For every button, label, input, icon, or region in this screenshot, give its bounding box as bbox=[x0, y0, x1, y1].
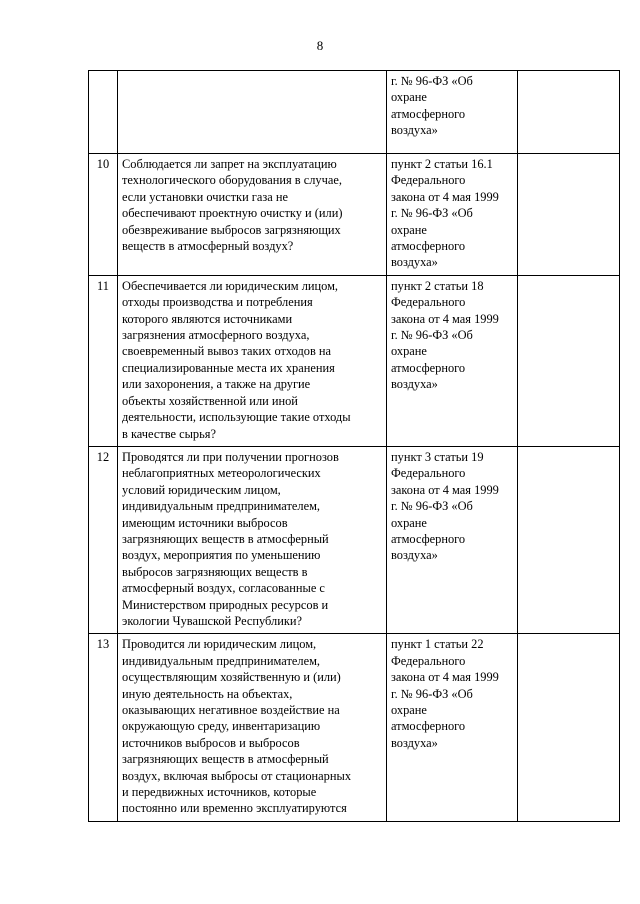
question-line: выбросов загрязняющих веществ в bbox=[122, 564, 308, 579]
question-line: которого являются источниками bbox=[122, 311, 293, 326]
question-line: отходы производства и потребления bbox=[122, 295, 313, 310]
question-line: атмосферный воздух, согласованные с bbox=[122, 581, 325, 596]
table-row bbox=[89, 71, 620, 154]
question-cell bbox=[118, 634, 387, 821]
question-line: постоянно или временно эксплуатируются bbox=[122, 801, 347, 816]
empty-cell bbox=[518, 275, 620, 446]
row-number: 13 bbox=[89, 634, 118, 821]
reference-line: пункт 2 статьи 16.1 bbox=[391, 157, 493, 171]
reference-line: охране bbox=[391, 222, 427, 237]
reference-line: воздуха» bbox=[391, 255, 438, 270]
page-number: 8 bbox=[316, 38, 324, 53]
question-line: экологии Чувашской Республики? bbox=[122, 613, 303, 628]
question-cell bbox=[118, 71, 387, 154]
question-line: и передвижных источников, которые bbox=[122, 785, 317, 800]
question-line: индивидуальным предпринимателем, bbox=[122, 499, 321, 514]
table-row bbox=[89, 446, 620, 633]
reference-line: г. № 96-ФЗ «Об bbox=[391, 686, 473, 701]
row-number: 11 bbox=[89, 275, 118, 446]
empty-cell bbox=[518, 634, 620, 821]
empty-cell bbox=[518, 446, 620, 633]
reference-line: охране bbox=[391, 515, 427, 530]
question-cell bbox=[118, 154, 387, 276]
question-line: веществ в атмосферный воздух? bbox=[122, 239, 294, 254]
empty-cell bbox=[518, 154, 620, 276]
question-line: Обеспечивается ли юридическим лицом, bbox=[122, 278, 339, 293]
reference-line: Федерального bbox=[391, 173, 466, 188]
reference-line: г. № 96-ФЗ «Об bbox=[391, 74, 473, 88]
reference-line: атмосферного bbox=[391, 360, 466, 375]
row-number bbox=[89, 71, 118, 154]
question-line: своевременный вывоз таких отходов на bbox=[122, 344, 332, 359]
reference-line: закона от 4 мая 1999 bbox=[391, 311, 499, 326]
reference-line: Федерального bbox=[391, 653, 466, 668]
question-line: окружающую среду, инвентаризацию bbox=[122, 719, 321, 734]
reference-line: воздуха» bbox=[391, 377, 438, 392]
reference-line: атмосферного bbox=[391, 719, 466, 734]
reference-line: закона от 4 мая 1999 bbox=[391, 670, 499, 685]
question-line: неблагоприятных метеорологических bbox=[122, 466, 321, 481]
table-row bbox=[89, 634, 620, 821]
question-line: Проводится ли юридическим лицом, bbox=[122, 637, 317, 652]
reference-line: воздуха» bbox=[391, 123, 438, 138]
reference-cell bbox=[387, 275, 518, 446]
question-line: в качестве сырья? bbox=[122, 426, 216, 441]
reference-cell bbox=[387, 154, 518, 276]
question-line: воздух, включая выбросы от стационарных bbox=[122, 768, 352, 783]
question-line: обеспечивают проектную очистку и (или) bbox=[122, 206, 343, 221]
question-cell bbox=[118, 446, 387, 633]
question-line: условий юридическим лицом, bbox=[122, 482, 281, 497]
reference-cell bbox=[387, 634, 518, 821]
question-line: объекты хозяйственной или иной bbox=[122, 393, 298, 408]
empty-cell bbox=[518, 71, 620, 154]
question-line: Соблюдается ли запрет на эксплуатацию bbox=[122, 157, 337, 171]
reference-line: атмосферного bbox=[391, 106, 466, 121]
question-line: технологического оборудования в случае, bbox=[122, 173, 342, 188]
table-row bbox=[89, 275, 620, 446]
question-line: имеющим источники выбросов bbox=[122, 515, 288, 530]
question-line: осуществляющим хозяйственную и (или) bbox=[122, 670, 341, 685]
reference-line: воздуха» bbox=[391, 548, 438, 563]
checklist-table bbox=[88, 70, 620, 822]
reference-line: Федерального bbox=[391, 466, 466, 481]
reference-line: Федерального bbox=[391, 295, 466, 310]
reference-line: атмосферного bbox=[391, 239, 466, 254]
table-row bbox=[89, 154, 620, 276]
question-line: Проводятся ли при получении прогнозов bbox=[122, 449, 339, 464]
reference-line: пункт 3 статьи 19 bbox=[391, 449, 484, 464]
reference-line: охране bbox=[391, 90, 427, 105]
checklist-body bbox=[89, 71, 620, 822]
reference-line: воздуха» bbox=[391, 735, 438, 750]
question-line: Министерством природных ресурсов и bbox=[122, 597, 329, 612]
reference-line: г. № 96-ФЗ «Об bbox=[391, 328, 473, 343]
reference-line: г. № 96-ФЗ «Об bbox=[391, 206, 473, 221]
question-line: деятельности, использующие такие отходы bbox=[122, 410, 351, 425]
question-line: обезвреживание выбросов загрязняющих bbox=[122, 222, 341, 237]
question-line: загрязнения атмосферного воздуха, bbox=[122, 328, 310, 343]
row-number: 12 bbox=[89, 446, 118, 633]
row-number: 10 bbox=[89, 154, 118, 276]
question-cell bbox=[118, 275, 387, 446]
question-line: воздух, мероприятия по уменьшению bbox=[122, 548, 321, 563]
question-line: если установки очистки газа не bbox=[122, 189, 289, 204]
question-line: источников выбросов и выбросов bbox=[122, 735, 300, 750]
reference-line: закона от 4 мая 1999 bbox=[391, 482, 499, 497]
question-line: иную деятельность на объектах, bbox=[122, 686, 293, 701]
question-line: индивидуальным предпринимателем, bbox=[122, 653, 321, 668]
reference-line: закона от 4 мая 1999 bbox=[391, 189, 499, 204]
question-line: или захоронения, а также на другие bbox=[122, 377, 311, 392]
reference-cell bbox=[387, 446, 518, 633]
reference-line: пункт 1 статьи 22 bbox=[391, 637, 484, 652]
reference-line: атмосферного bbox=[391, 531, 466, 546]
reference-line: охране bbox=[391, 703, 427, 717]
reference-line: охране bbox=[391, 344, 427, 359]
reference-cell bbox=[387, 71, 518, 154]
question-line: оказывающих негативное воздействие на bbox=[122, 703, 340, 717]
question-line: специализированные места их хранения bbox=[122, 360, 335, 375]
question-line: загрязняющих веществ в атмосферный bbox=[122, 752, 329, 767]
reference-line: пункт 2 статьи 18 bbox=[391, 278, 484, 293]
reference-line: г. № 96-ФЗ «Об bbox=[391, 499, 473, 514]
question-line: загрязняющих веществ в атмосферный bbox=[122, 531, 329, 546]
